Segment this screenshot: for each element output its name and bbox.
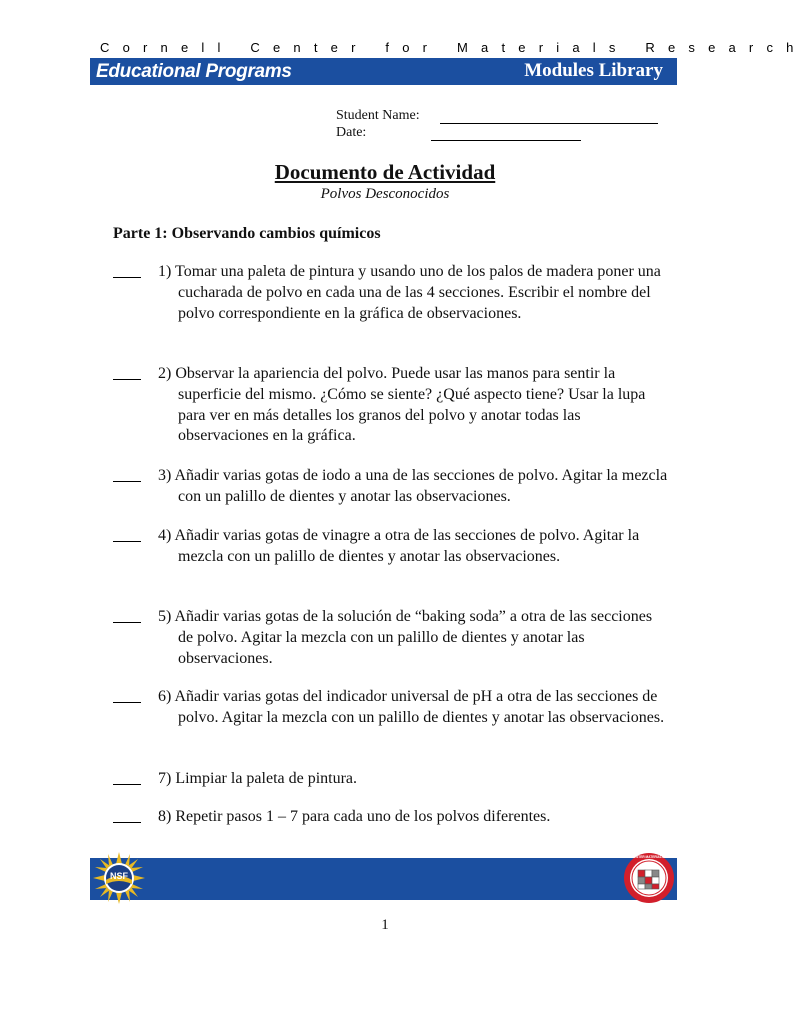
student-name-blank	[440, 111, 658, 124]
checkbox-blank	[113, 466, 143, 482]
step-text: Añadir varias gotas de vinagre a otra de las secciones de polvo. Agitar la mezcla con un palillo de dientes y anotar las observaciones.	[174, 527, 640, 565]
checkbox-blank	[113, 364, 143, 380]
step-text: Añadir varias gotas del indicador universal de pH a otra de las secciones de polvo. Agitar la mezcla con un palillo de dientes y anotar las observaciones.	[174, 688, 665, 726]
section-heading: Parte 1: Observando cambios químicos	[113, 225, 381, 242]
nsf-logo-text: NSF	[110, 871, 128, 881]
checkbox-blank	[113, 807, 143, 823]
footer-banner	[90, 855, 683, 900]
date-label: Date:	[336, 125, 367, 140]
checkbox-blank	[113, 262, 143, 278]
document-title: Documento de Actividad	[274, 160, 496, 184]
step-number: 6)	[158, 688, 172, 705]
list-item	[113, 607, 673, 687]
list-item	[113, 364, 673, 466]
checkbox-blank	[113, 769, 143, 785]
header-banner	[90, 58, 677, 85]
org-name-line: Cornell Center for Materials Research	[100, 40, 807, 55]
step-number: 8)	[158, 808, 172, 825]
date-blank	[431, 128, 581, 141]
list-item	[113, 687, 673, 769]
step-text: Añadir varias gotas de iodo a una de las secciones de polvo. Agitar la mezcla con un palillo de dientes y anotar las observaciones.	[174, 467, 668, 505]
page-number: 1	[381, 917, 389, 933]
list-item	[113, 262, 673, 364]
document-subtitle: Polvos Desconocidos	[320, 186, 450, 202]
library-name: Modules Library	[524, 60, 663, 81]
checkbox-blank	[113, 526, 143, 542]
list-item	[113, 526, 673, 607]
step-number: 2)	[158, 365, 172, 382]
step-text: Limpiar la paleta de pintura.	[175, 770, 358, 787]
checkbox-blank	[113, 607, 143, 623]
step-text: Añadir varias gotas de la solución de “baking soda” a otra de las secciones de polvo. Agitar la mezcla con un palillo de dientes y anotar las observaciones.	[174, 608, 653, 667]
steps-list	[113, 262, 673, 837]
step-number: 7)	[158, 770, 172, 787]
step-text: Tomar una paleta de pintura y usando uno de los palos de madera poner una cucharada de polvo en cada una de las 4 secciones. Escribir el nombre del polvo correspondiente en la gráfica de observaciones.	[175, 263, 661, 322]
step-number: 3)	[158, 467, 172, 484]
program-name: Educational Programs	[96, 61, 292, 82]
step-number: 1)	[158, 263, 172, 280]
ccmr-logo-text: CORNELL CENTER MATERIALS RESEARCH	[615, 855, 683, 859]
step-number: 4)	[158, 527, 172, 544]
student-info	[336, 107, 658, 141]
list-item	[113, 807, 673, 837]
step-text: Repetir pasos 1 – 7 para cada uno de los polvos diferentes.	[175, 808, 551, 825]
checkbox-blank	[113, 687, 143, 703]
ccmr-logo-icon	[615, 852, 683, 904]
student-name-label: Student Name:	[336, 108, 420, 123]
list-item	[113, 466, 673, 526]
step-number: 5)	[158, 608, 172, 625]
list-item	[113, 769, 673, 807]
step-text: Observar la apariencia del polvo. Puede usar las manos para sentir la superficie del mismo. ¿Cómo se siente? ¿Qué aspecto tiene? Usar la lupa para ver en más detalles los granos del polvo y anotar todas las observaciones en la gráfica.	[175, 365, 646, 445]
nsf-logo-icon	[93, 852, 145, 904]
